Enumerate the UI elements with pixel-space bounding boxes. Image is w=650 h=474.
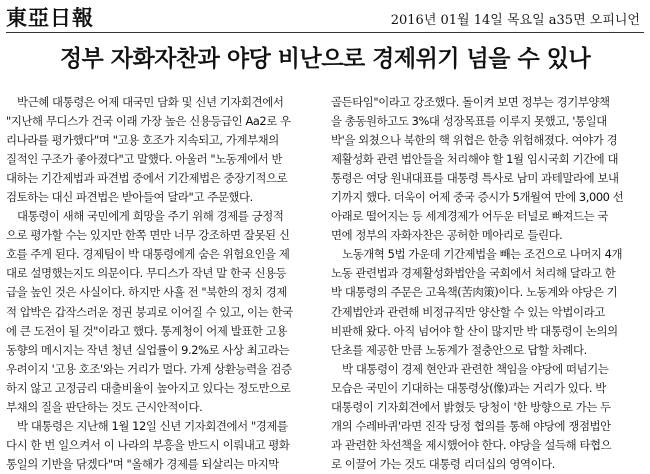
article-line: 으로 평가할 수는 있지만 한쪽 면만 너무 강조하면 잘못된 신 — [6, 228, 290, 243]
article-column-right — [331, 93, 647, 473]
article-line: 박 대통령이 경제 현안과 관련한 책임을 야당에 떠넘기는 — [342, 361, 609, 376]
article-line: 박 대통령은 지난해 1월 12일 신년 기자회견에서 "경제를 — [17, 418, 288, 433]
article-line: 대하는 기간제법과 파견법 중에서 기간제법은 중장기적으로 — [6, 171, 288, 186]
article-line: 동향의 메시지는 작년 청년 실업률이 9.2%로 사상 최고라는 — [6, 342, 290, 357]
article-line: 우려이지 '고용 호조'와는 거리가 멀다. 가계 상환능력을 검증 — [6, 361, 292, 376]
article-line: 면에 정부의 자화자찬은 공허한 메아리로 들린다. — [331, 228, 563, 243]
article-line: 개의 수레바퀴'라면 진작 당정 협의를 통해 야당에 쟁점법안 — [331, 418, 611, 433]
issue-date-line: 2016년 01월 14일 목요일 a35면 오피니언 — [390, 13, 640, 28]
article-line: 제활성화 관련 법안들을 처리해야 할 1월 임시국회 기간에 대 — [331, 152, 619, 167]
article-line: 질적인 구조가 좋아졌다"고 말했다. 아울러 "노동계에서 반 — [6, 152, 283, 167]
article-line: 골든타임"이라고 강조했다. 돌이켜 보면 정부는 경기부양책 — [331, 95, 610, 109]
article-line: 급을 높인 것은 사실이다. 하지만 사흘 전 "북한의 정치 경제 — [6, 285, 287, 300]
article-line: 에 큰 도전이 될 것"이라고 했다. 통계청이 어제 발표한 고용 — [6, 323, 287, 338]
article-line: 하지 않고 고정금리 대출비율이 높아지고 있다는 정도만으로 — [6, 380, 291, 395]
article-line: 다시 한 번 일으켜서 이 나라의 부흥을 반드시 이뤄내고 평화 — [6, 437, 290, 452]
article-line: 적 압박은 갑작스러운 정권 붕괴로 이어질 수 있고, 이는 한국 — [6, 304, 293, 319]
article-line: 대통령이 새해 국민에게 희망을 주기 위해 경제를 긍정적 — [17, 209, 284, 224]
article-line: 대로 설명했는지도 의문이다. 무디스가 작년 말 한국 신용등 — [6, 266, 287, 281]
article-line: 아래로 떨어지는 등 세계경제가 어두운 터널로 빠져드는 국 — [331, 209, 609, 224]
article-line: 통일의 기반을 닦겠다"며 "올해가 경제를 되살리는 마지막 — [6, 456, 279, 471]
article-line: 비판해 왔다. 아직 넘어야 할 산이 많지만 박 대통령이 논의의 — [331, 323, 618, 338]
article-line: 간제법안과 관련해 비정규직만 양산할 수 있는 악법이라고 — [331, 304, 605, 319]
article-line: 을 총동원하고도 3%대 성장목표를 이루지 못했고, '통일대 — [331, 114, 607, 129]
article-line: 부채의 질을 판단하는 것도 근시안적이다. — [6, 399, 203, 414]
article-column-left — [6, 93, 322, 473]
article-line: 박근혜 대통령은 어제 대국민 담화 및 신년 기자회견에서 — [17, 95, 284, 109]
masthead — [0, 0, 650, 32]
article-line: 대통령이 기자회견에서 밝혔듯 당청이 '한 방향으로 가는 두 — [331, 399, 611, 414]
article-line: 모습은 국민이 기대하는 대통령상(像)과는 거리가 있다. 박 — [331, 380, 606, 395]
header-divider — [6, 32, 644, 33]
article-line: "지난해 무디스가 건국 이래 가장 높은 신용등급인 Aa2로 우 — [6, 114, 291, 129]
article-line: 호를 주게 된다. 경제팀이 박 대통령에게 숨은 위험요인을 제 — [6, 247, 290, 262]
editorial-headline: 정부 자화자찬과 야당 비난으로 경제위기 넘을 수 있나 — [59, 46, 591, 72]
article-line: 박 대통령의 주문은 고육책(苦肉策)이다. 노동계와 야당은 기 — [331, 285, 618, 300]
article-line: 과 관련한 차선책을 제시했어야 한다. 야당을 설득해 타협으 — [331, 437, 612, 452]
article-line: 박'을 외쳤으나 북한의 핵 위협은 한층 위험해졌다. 여야가 경 — [331, 133, 618, 148]
article-line: 기까지 했다. 더욱이 어제 중국 증시가 5개월여 만에 3,000 선 — [331, 190, 624, 205]
article-line: 검토하는 대신 파견법은 받아들여 달라"고 주문했다. — [6, 190, 253, 205]
article-line: 리나라를 평가했다"며 "고용 호조가 지속되고, 가계부채의 — [6, 133, 279, 148]
article-line: 노동 관련법과 경제활성화법안을 국회에서 처리해 달라고 한 — [331, 266, 616, 281]
article-line: 노동개혁 5법 가운데 기간제법을 빼는 조건으로 나머지 4개 — [342, 247, 623, 262]
newspaper-logo: 東亞日報 — [6, 5, 94, 30]
article-line: 통령은 여당 원내대표를 대통령 특사로 남미 과테말라에 보내 — [331, 171, 619, 186]
article-line: 로 이끌어 가는 것도 대통령 리더십의 영역이다. — [331, 456, 556, 471]
article-line: 단초를 제공한 만큼 노동계가 절충안으로 답할 차례다. — [331, 342, 587, 357]
